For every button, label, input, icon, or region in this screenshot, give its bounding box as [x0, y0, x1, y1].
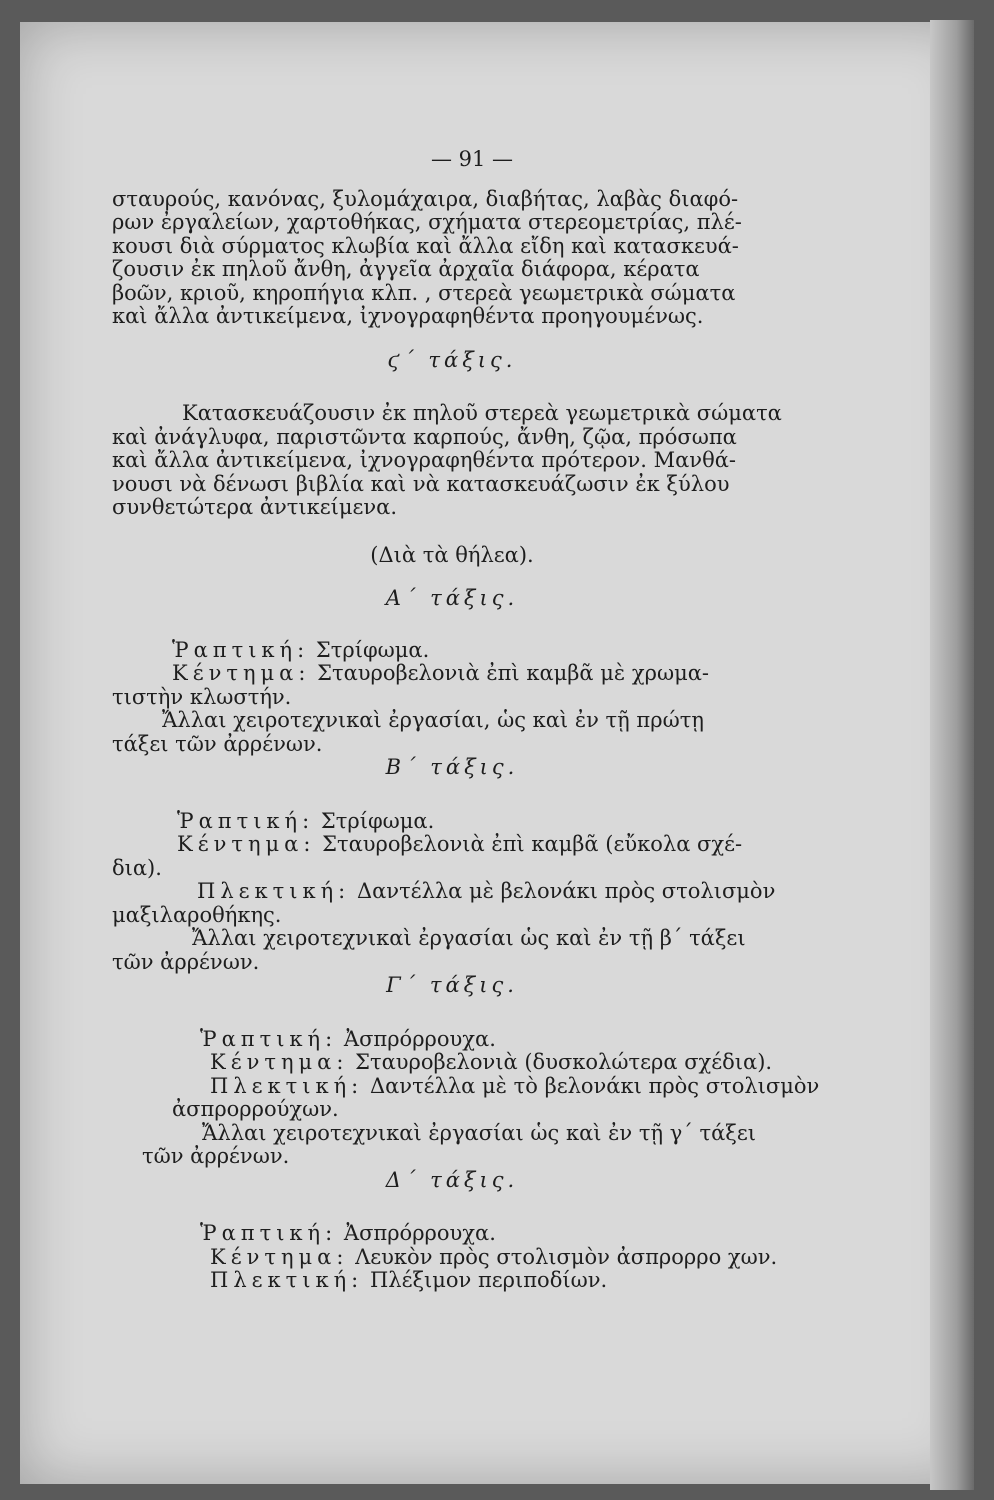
entry-text: Λευκὸν πρὸς στολισμὸν ἀσπρορρο χων. — [355, 1244, 778, 1269]
entry-raptiki-c — [112, 1028, 792, 1052]
entry-label: Κέντημα: — [172, 661, 311, 685]
entry-plektiki-b — [112, 880, 792, 904]
entry-text: Ἀσπρόρρουχα. — [343, 1026, 496, 1051]
other-works-line: Ἄλλαι χειροτεχνικαὶ ἐργασίαι, ὡς καὶ ἐν τῇ πρώτῃ — [162, 709, 704, 732]
intro-line: σταυρούς, κανόνας, ξυλομάχαιρα, διαβήτας, λαβὰς διαφό- — [112, 187, 739, 211]
paragraph-line: νουσι νὰ δένωσι βιβλία καὶ νὰ κατασκευάζωσιν ἐκ ξύλου — [112, 472, 730, 496]
entry-label: Πλεκτική: — [197, 879, 351, 903]
entry-text: Ἀσπρόρρουχα. — [343, 1221, 496, 1245]
entry-text: Δαντέλλα μὲ βελονάκι πρὸς στολισμὸν — [356, 879, 776, 903]
entry-label: Ῥαπτική: — [200, 1026, 338, 1051]
entry-label: Ῥαπτική: — [200, 1221, 338, 1245]
entry-raptiki-b — [112, 810, 792, 834]
entry-label: Πλεκτική: — [210, 1268, 364, 1292]
heading-class-a: Α΄ τάξις. — [385, 587, 519, 610]
entry-plektiki-c — [112, 1073, 820, 1099]
paragraph-line: Κατασκευάζουσιν ἐκ πηλοῦ στερεὰ γεωμετρικὰ σώματα — [182, 402, 782, 425]
other-works-line: Ἄλλαι χειροτεχνικαὶ ἐργασίαι ὡς καὶ ἐν τῇ γ΄ τάξει — [202, 1121, 756, 1145]
heading-class-c: Γ΄ τάξις. — [386, 974, 518, 997]
intro-line: βοῶν, κριοῦ, κηροπήγια κλπ. , στερεὰ γεωμετρικὰ σώματα — [112, 281, 736, 305]
other-works-line: τάξει τῶν ἀρρένων. — [112, 732, 323, 756]
intro-line: ζουσιν ἐκ πηλοῦ ἄνθη, ἀγγεῖα ἀρχαῖα διάφορα, κέρατα — [112, 258, 700, 281]
entry-kentima-a — [112, 662, 792, 686]
entry-text: Σταυροβελονιὰ ἐπὶ καμβᾶ (εὔκολα σχέ- — [322, 832, 743, 856]
intro-line: κουσι διὰ σύρματος κλωβία καὶ ἄλλα εἴδη καὶ κατασκευά- — [112, 234, 739, 258]
entry-continuation: μαξιλαροθήκης. — [112, 903, 282, 927]
entry-text: Σταυροβελονιὰ ἐπὶ καμβᾶ μὲ χρωμα- — [317, 661, 709, 685]
entry-plektiki-d — [112, 1269, 792, 1293]
heading-sixth-class: ϛ΄ τάξις. — [387, 348, 517, 372]
entry-text: Δαντέλλα μὲ τὸ βελονάκι πρὸς στολισμὸν — [369, 1073, 820, 1098]
entry-label: Κέντημα: — [177, 832, 316, 856]
entry-raptiki-a — [112, 639, 792, 663]
other-works-line: Ἄλλαι χειροτεχνικαὶ ἐργασίαι ὡς καὶ ἐν τῇ β΄ τάξει — [192, 927, 746, 950]
page-number: — 91 — — [430, 148, 514, 171]
entry-text: Πλέξιμον περιποδίων. — [369, 1268, 608, 1292]
entry-continuation: δια). — [112, 856, 162, 880]
page-fold — [930, 20, 974, 1490]
entry-continuation: τιστὴν κλωστήν. — [112, 685, 292, 709]
other-works-line: τῶν ἀρρένων. — [142, 1145, 290, 1168]
entry-label: Κέντημα: — [210, 1244, 349, 1269]
heading-class-d: Δ΄ τάξις. — [385, 1168, 519, 1192]
entry-continuation: ἀσπρορρούχων. — [172, 1098, 339, 1121]
entry-kentima-c — [112, 1051, 792, 1075]
female-heading: (Διὰ τὰ θήλεα). — [370, 543, 534, 567]
paragraph-line: καὶ ἀνάγλυφα, παριστῶντα καρπούς, ἄνθη, ζῷα, πρόσωπα — [112, 425, 737, 449]
paragraph-line: καὶ ἄλλα ἀντικείμενα, ἰχνογραφηθέντα πρότερον. Μανθά- — [112, 449, 736, 472]
intro-line: καὶ ἄλλα ἀντικείμενα, ἰχνογραφηθέντα προηγουμένως. — [112, 305, 704, 328]
entry-text: Στρίφωμα. — [315, 637, 430, 662]
entry-kentima-b — [112, 833, 792, 857]
entry-label: Κέντημα: — [210, 1050, 349, 1074]
entry-label: Ῥαπτική: — [172, 637, 310, 662]
heading-class-b: Β΄ τάξις. — [385, 756, 519, 779]
page-body — [112, 148, 820, 1293]
entry-raptiki-d — [112, 1222, 792, 1246]
entry-label: Ῥαπτική: — [177, 808, 315, 833]
entry-text: Στρίφωμα. — [320, 808, 435, 833]
intro-line: ρων ἐργαλείων, χαρτοθήκας, σχήματα στερεομετρίας, πλέ- — [112, 211, 742, 234]
entry-text: Σταυροβελονιὰ (δυσκολώτερα σχέδια). — [355, 1050, 773, 1074]
paragraph-line: συνθετώτερα ἀντικείμενα. — [112, 496, 398, 519]
entry-kentima-d — [112, 1246, 792, 1270]
other-works-line: τῶν ἀρρένων. — [112, 950, 260, 974]
entry-label: Πλεκτική: — [210, 1073, 364, 1098]
